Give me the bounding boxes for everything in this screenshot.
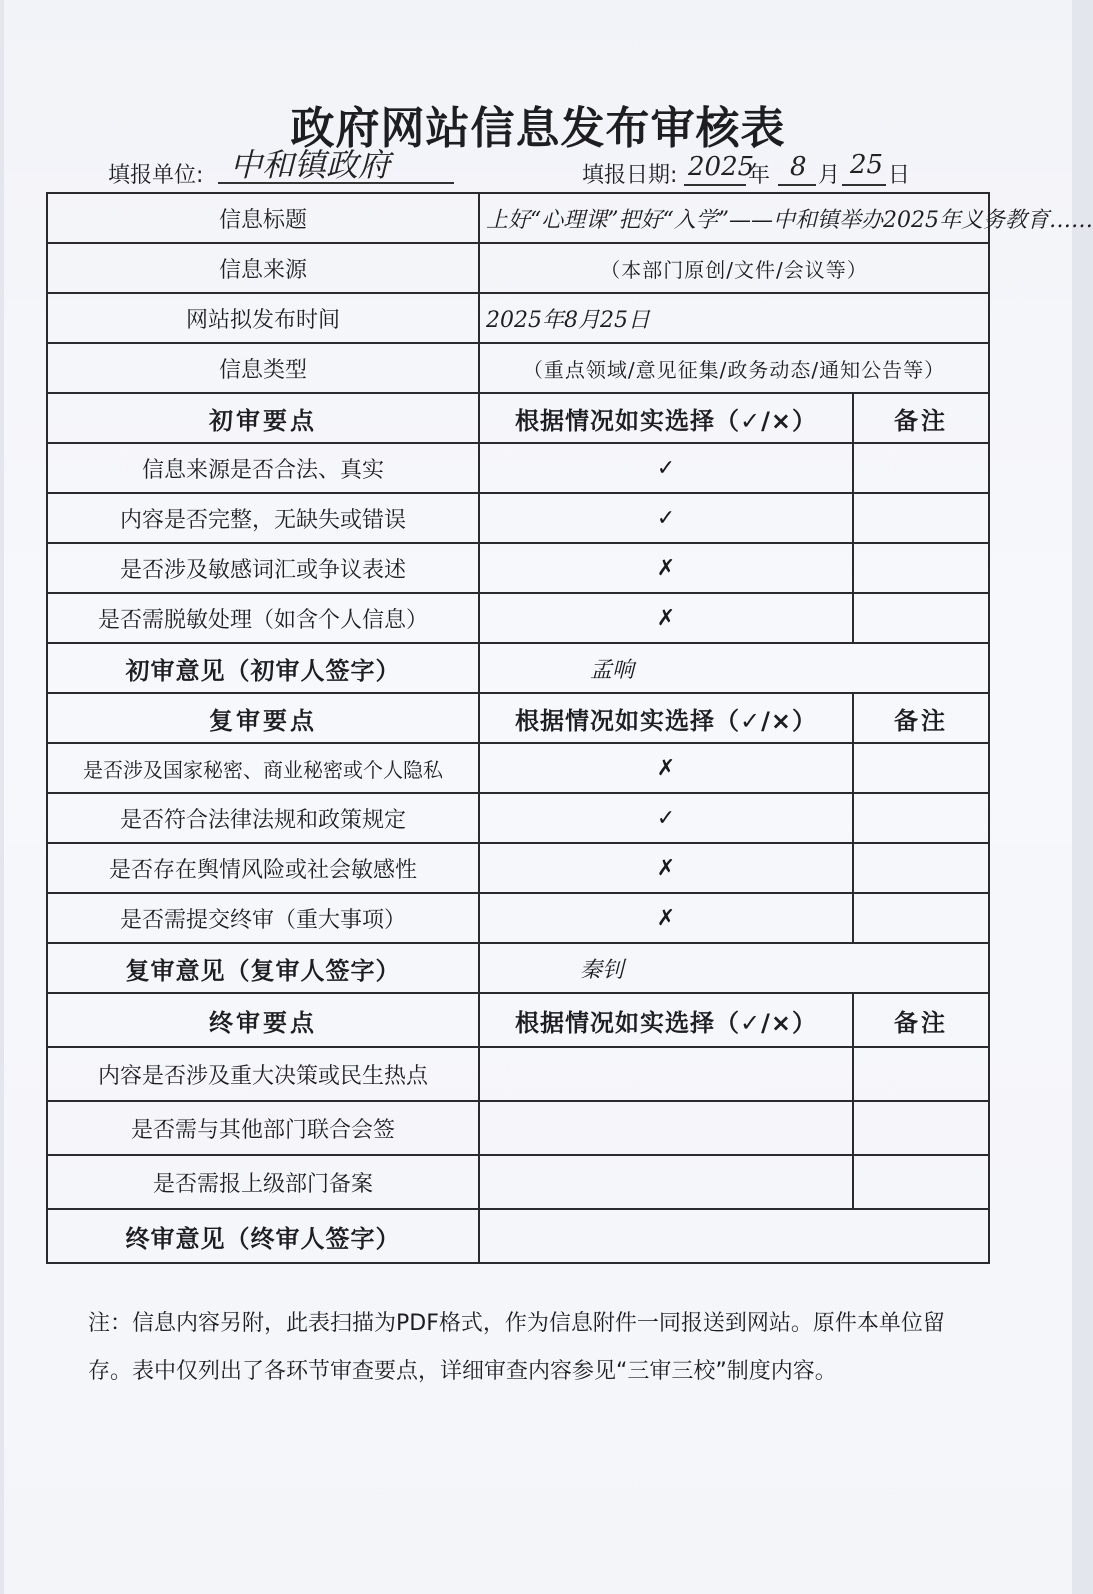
initial-mark: ✗ <box>479 543 853 593</box>
review-remark-header: 备注 <box>853 693 989 743</box>
info-source-options: （本部门原创/文件/会议等） <box>479 243 989 293</box>
review-opinion-row <box>47 943 989 993</box>
review-header-row <box>47 693 989 743</box>
final-mark <box>479 1047 853 1101</box>
table-row <box>47 443 989 493</box>
table-row <box>47 893 989 943</box>
info-title-value: 上好“心理课”把好“入学”——中和镇举办2025年义务教育…… <box>479 193 989 243</box>
initial-signature: 孟响 <box>479 643 989 693</box>
initial-header-row <box>47 393 989 443</box>
review-select-header: 根据情况如实选择（✓/×） <box>479 693 853 743</box>
info-type-label: 信息类型 <box>47 343 479 393</box>
final-remark-header: 备注 <box>853 993 989 1047</box>
info-title-row <box>47 193 989 243</box>
final-select-header: 根据情况如实选择（✓/×） <box>479 993 853 1047</box>
remark-cell <box>853 1047 989 1101</box>
initial-mark: ✓ <box>479 493 853 543</box>
initial-header: 初审要点 <box>47 393 479 443</box>
initial-item: 是否涉及敏感词汇或争议表述 <box>47 543 479 593</box>
month-char: 月 <box>818 163 841 188</box>
publish-time-row <box>47 293 989 343</box>
initial-mark: ✓ <box>479 443 853 493</box>
remark-cell <box>853 543 989 593</box>
remark-cell <box>853 793 989 843</box>
review-item: 是否涉及国家秘密、商业秘密或个人隐私 <box>47 743 479 793</box>
review-item: 是否存在舆情风险或社会敏感性 <box>47 843 479 893</box>
final-opinion-label: 终审意见（终审人签字） <box>47 1209 479 1263</box>
final-header: 终审要点 <box>47 993 479 1047</box>
review-mark: ✗ <box>479 893 853 943</box>
publish-time-label: 网站拟发布时间 <box>47 293 479 343</box>
form-title: 政府网站信息发布审核表 <box>290 103 786 154</box>
remark-cell <box>853 593 989 643</box>
final-opinion-row <box>47 1209 989 1263</box>
initial-item: 内容是否完整，无缺失或错误 <box>47 493 479 543</box>
info-title-label: 信息标题 <box>47 193 479 243</box>
table-row <box>47 543 989 593</box>
review-opinion-label: 复审意见（复审人签字） <box>47 943 479 993</box>
date-year: 2025 <box>688 152 755 182</box>
initial-item: 信息来源是否合法、真实 <box>47 443 479 493</box>
table-row <box>47 743 989 793</box>
final-header-row <box>47 993 989 1047</box>
initial-opinion-label: 初审意见（初审人签字） <box>47 643 479 693</box>
table-row <box>47 1101 989 1155</box>
year-underline <box>684 184 746 186</box>
remark-cell <box>853 493 989 543</box>
remark-cell <box>853 843 989 893</box>
final-item: 是否需与其他部门联合会签 <box>47 1101 479 1155</box>
initial-remark-header: 备注 <box>853 393 989 443</box>
remark-cell <box>853 893 989 943</box>
day-underline <box>842 184 886 186</box>
final-item: 是否需报上级部门备案 <box>47 1155 479 1209</box>
date-label: 填报日期: <box>582 163 678 188</box>
table-row <box>47 1047 989 1101</box>
final-signature <box>479 1209 989 1263</box>
initial-opinion-row <box>47 643 989 693</box>
date-day: 25 <box>850 150 884 180</box>
table-row <box>47 793 989 843</box>
initial-item: 是否需脱敏处理（如含个人信息） <box>47 593 479 643</box>
review-mark: ✓ <box>479 793 853 843</box>
year-char: 年 <box>748 163 771 188</box>
table-row <box>47 493 989 543</box>
remark-cell <box>853 743 989 793</box>
publish-time-value: 2025年8月25日 <box>479 293 989 343</box>
date-month: 8 <box>790 152 807 182</box>
final-item: 内容是否涉及重大决策或民生热点 <box>47 1047 479 1101</box>
review-signature: 秦钊 <box>479 943 989 993</box>
initial-mark: ✗ <box>479 593 853 643</box>
initial-select-header: 根据情况如实选择（✓/×） <box>479 393 853 443</box>
review-mark: ✗ <box>479 743 853 793</box>
review-header: 复审要点 <box>47 693 479 743</box>
final-mark <box>479 1101 853 1155</box>
review-table <box>46 192 1093 1264</box>
footnote: 注：信息内容另附，此表扫描为PDF格式，作为信息附件一同报送到网站。原件本单位留存。表中仅列出了各环节审查要点，详细审查内容参见“三审三校”制度内容。 <box>88 1311 945 1384</box>
table-row <box>47 843 989 893</box>
review-mark: ✗ <box>479 843 853 893</box>
month-underline <box>778 184 816 186</box>
info-source-label: 信息来源 <box>47 243 479 293</box>
unit-underline <box>218 182 454 184</box>
remark-cell <box>853 443 989 493</box>
review-item: 是否需提交终审（重大事项） <box>47 893 479 943</box>
unit-value: 中和镇政府 <box>230 146 391 184</box>
form-paper <box>4 0 1093 1594</box>
day-char: 日 <box>888 163 911 188</box>
table-row <box>47 1155 989 1209</box>
final-mark <box>479 1155 853 1209</box>
remark-cell <box>853 1155 989 1209</box>
review-item: 是否符合法律法规和政策规定 <box>47 793 479 843</box>
info-type-row <box>47 343 989 393</box>
info-source-row <box>47 243 989 293</box>
table-row <box>47 593 989 643</box>
remark-cell <box>853 1101 989 1155</box>
unit-label: 填报单位: <box>108 163 204 188</box>
info-type-options: （重点领域/意见征集/政务动态/通知公告等） <box>479 343 989 393</box>
